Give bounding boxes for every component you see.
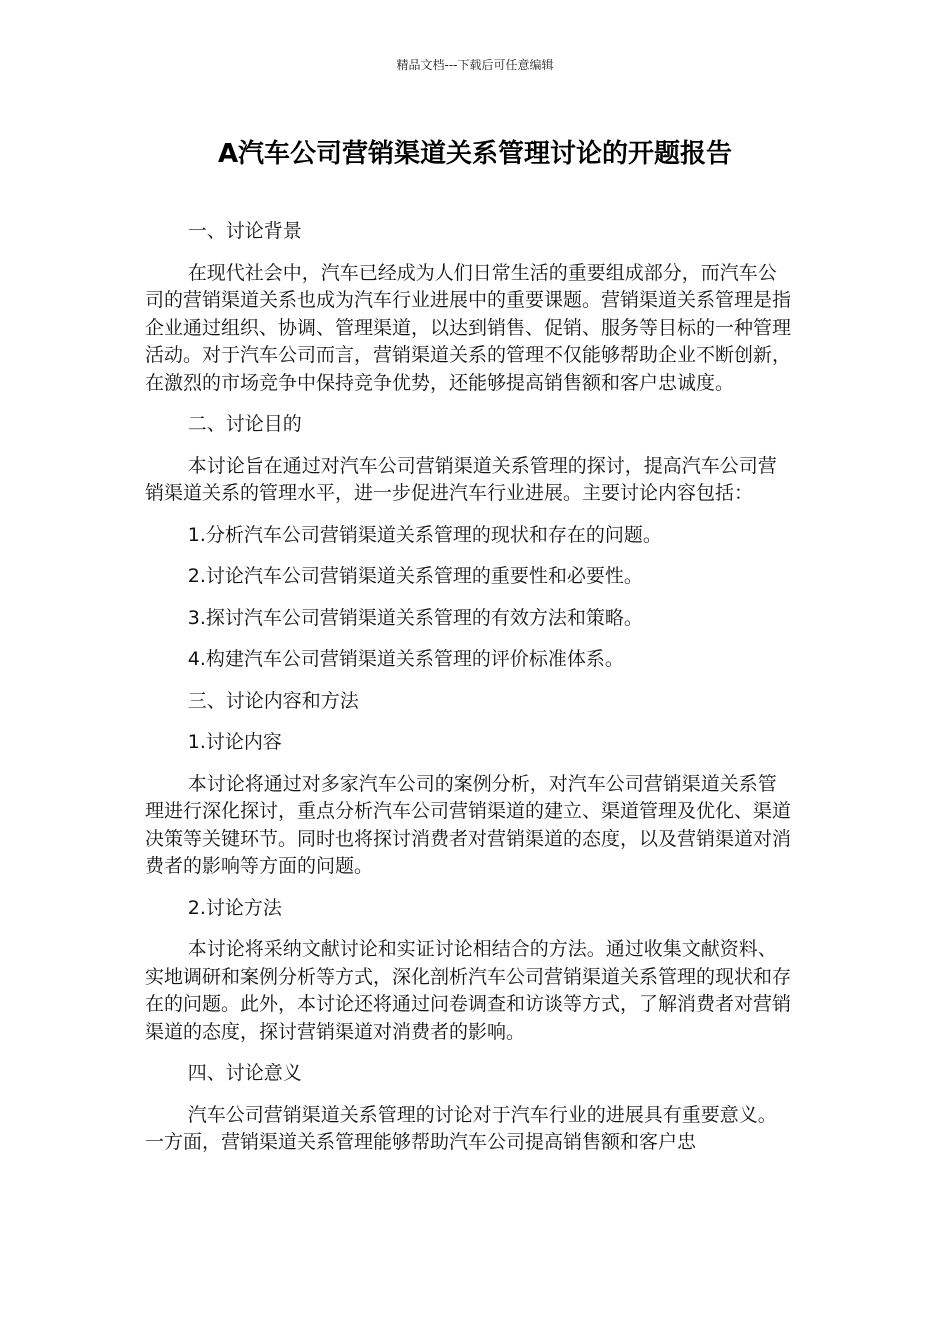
subheading-content: 1.讨论内容 (187, 731, 282, 753)
heading-content-method: 三、讨论内容和方法 (187, 689, 359, 712)
list-item: 2.讨论汽车公司营销渠道关系管理的重要性和必要性。 (187, 565, 643, 587)
heading-purpose: 二、讨论目的 (187, 413, 302, 435)
list-item: 4.构建汽车公司营销渠道关系管理的评价标准体系。 (187, 648, 624, 670)
paragraph-significance: 汽车公司营销渠道关系管理的讨论对于汽车行业的进展具有重要意义。一方面，营销渠道关系管理能够帮助汽车公司提高销售额和客户忠 (145, 1103, 777, 1153)
list-item: 1.分析汽车公司营销渠道关系管理的现状和存在的问题。 (187, 523, 662, 546)
heading-significance: 四、讨论意义 (187, 1062, 302, 1084)
paragraph-purpose: 本讨论旨在通过对汽车公司营销渠道关系管理的探讨，提高汽车公司营销渠道关系的管理水平，进一步促进汽车行业进展。主要讨论内容包括： (145, 454, 777, 504)
header-note: 精品文档---下载后可任意编辑 (396, 58, 554, 72)
subheading-method: 2.讨论方法 (187, 896, 282, 919)
document-body (145, 218, 795, 1157)
paragraph-method: 本讨论将采纳文献讨论和实证讨论相结合的方法。通过收集文献资料、实地调研和案例分析等方式，深化剖析汽车公司营销渠道关系管理的现状和存在的问题。此外，本讨论还将通过问卷调查和访谈等方式，了解消费者对营销渠道的态度，探讨营销渠道对消费者的影响。 (145, 938, 792, 1043)
paragraph-background: 在现代社会中，汽车已经成为人们日常生活的重要组成部分，而汽车公司的营销渠道关系也成为汽车行业进展中的重要课题。营销渠道关系管理是指企业通过组织、协调、管理渠道，以达到销售、促销、服务等目标的一种管理活动。对于汽车公司而言，营销渠道关系的管理不仅能够帮助企业不断创新，在激烈的市场竞争中保持竞争优势，还能够提高销售额和客户忠诚度。 (145, 261, 792, 394)
document-title: A汽车公司营销渠道关系管理讨论的开题报告 (217, 139, 733, 169)
paragraph-content: 本讨论将通过对多家汽车公司的案例分析，对汽车公司营销渠道关系管理进行深化探讨，重点分析汽车公司营销渠道的建立、渠道管理及优化、渠道决策等关键环节。同时也将探讨消费者对营销渠道的态度，以及营销渠道对消费者的影响等方面的问题。 (145, 772, 792, 877)
list-item: 3.探讨汽车公司营销渠道关系管理的有效方法和策略。 (187, 606, 643, 629)
heading-background: 一、讨论背景 (187, 220, 302, 242)
